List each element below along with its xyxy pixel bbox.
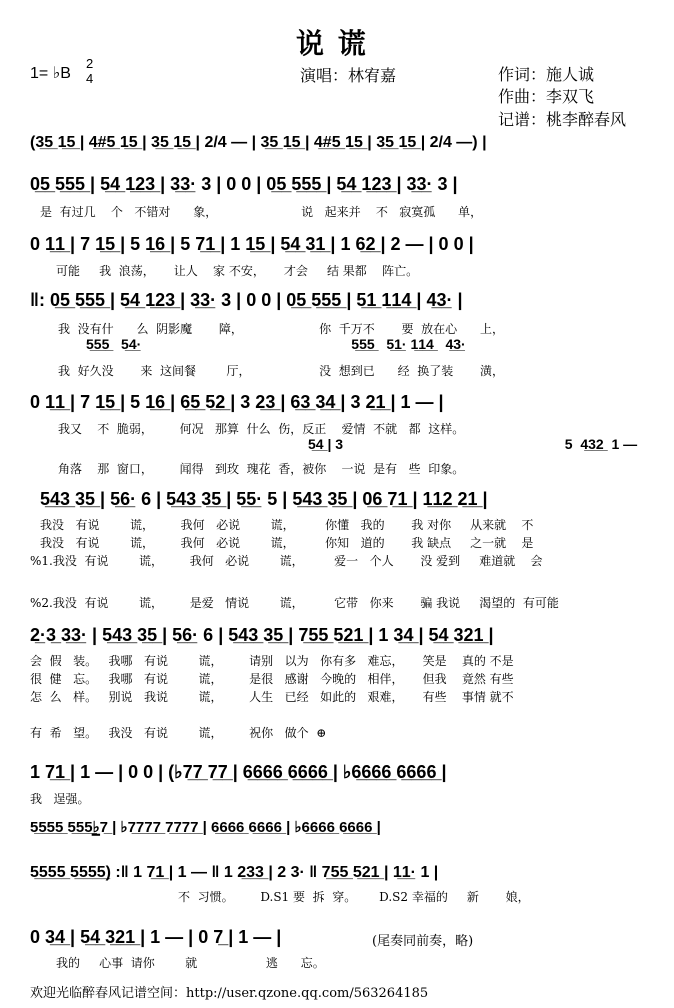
notation-row-9: 5̲5̲5̲5̲ 5̲5̲5̲♭̲7̲ | ♭7̲7̲7̲7̲ 7̲7̲7̲7̲ | 6̲6̲6̲6̲ 6̲6̲6̲6̲ | ♭6̲6̲6̲6̲ 6̲6̲6̲6̲ | <box>30 819 381 836</box>
lyric-row-7d: 有 希 望。 我没 有说 谎， 祝你 做个 ⊕ <box>30 726 327 740</box>
lyric-row-3: 可能 我 浪荡， 让人 家 不安， 才会 结 果都 阵亡。 <box>56 264 419 278</box>
lyric-row-6a: 我没 有说 谎， 我何 必说 谎， 你懂 我的 我 对你 从来就 不 <box>40 518 534 532</box>
lyric-row-2: 是 有过几 个 不错对 象， 说 起来并 不 寂寞孤 单， <box>40 205 483 219</box>
singer-credit: 演唱：林宥嘉 <box>300 66 397 85</box>
song-title: 说 谎 <box>296 27 368 60</box>
lyric-row-5a: 我又 不 脆弱， 何况 那算 什么 伤，反正 爱情 不就 都 这样。 <box>58 422 465 436</box>
lyric-row-4b: 我 好久没 来 这间餐 厅， 没 想到已 经 换了装 潢， <box>58 364 504 378</box>
lyric-row-6b: 我没 有说 谎， 我何 必说 谎， 你知 道的 我 缺点 之一就 是 <box>40 536 534 550</box>
key-signature: 1= ♭B <box>30 65 71 82</box>
lyric-row-6c: %1.我没 有说 谎， 我何 必说 谎， 爱一 个人 没 爱到 难道就 会 <box>30 554 543 568</box>
notation-row-10: 5̲5̲5̲5̲ 5̲5̲5̲5̲) :‖ 1 7̲1̲ | 1 — ‖ 1 2̲3̲3̲ | 2 3· ‖ 7̲5̲5̲ 5̲2̲1̲ | 1̲1̲· 1 | <box>30 864 439 881</box>
lyric-row-4a: 我 没有什 么 阴影魔 障， 你 千万不 要 放在心 上， <box>58 322 504 336</box>
composer-credit: 作曲：李双飞 <box>498 87 595 106</box>
lyric-row-11: 我的 心事 请你 就 逃 忘。 <box>56 956 325 970</box>
notation-row-7: 2̲·3̲ 3̲3̲· | 5̲4̲3̲ 3̲5̲ | 5̲6̲· 6 | 5̲4̲3̲ 3̲5̲ | 7̲5̲5̲ 5̲2̲1̲ | 1 3̲4̲ | 5̲4̲ 3̲2̲1̲ | <box>30 625 494 645</box>
notation-row-5b: 5̲4̲ | 3 5 4̲3̲2̲ 1 — <box>308 436 638 452</box>
lyric-row-10: 不 习惯。 D.S1 要 拆 穿。 D.S2 幸福的 新 娘， <box>178 890 530 904</box>
notation-row-4b: 5̲5̲5̲ 5̲4̲· 5̲5̲5̲ 5̲1̲· 1̲1̲4̲ 4̲3̲· <box>86 336 466 352</box>
lyricist-credit: 作词：施人诚 <box>498 65 595 84</box>
time-signature-top: 2 <box>86 56 94 71</box>
transcriber-credit: 记谱：桃李醉春风 <box>498 110 627 129</box>
notation-row-4: ‖: 0̲5̲ 5̲5̲5̲ | 5̲4̲ 1̲2̲3̲ | 3̲3̲· 3 | 0 0 | 0̲5̲ 5̲5̲5̲ | 5̲1̲ 1̲1̲4̲ | 4̲3̲· | <box>30 290 463 310</box>
time-signature-bottom: 4 <box>86 71 94 86</box>
lyric-row-7c: 怎 么 样。 别说 我说 谎， 人生 已经 如此的 艰难， 有些 事情 就不 <box>30 690 514 704</box>
notation-row-8: 1 7̲1̲ | 1 — | 0 0 | (♭7̲7̲ 7̲7̲ | 6̲6̲6̲6̲ 6̲6̲6̲6̲ | ♭6̲6̲6̲6̲ 6̲6̲6̲6̲ | <box>30 762 447 782</box>
lyric-row-6d: %2.我没 有说 谎， 是爱 情说 谎， 它带 你来 骗 我说 渴望的 有可能 <box>30 596 559 610</box>
lyric-row-8: 我 逞强。 <box>30 792 90 806</box>
footer-link-text: 欢迎光临醉春风记谱空间：http://user.qzone.qq.com/563264185 <box>30 986 429 1001</box>
notation-row-3: 0 1̲1̲ | 7 1̲5̲ | 5 1̲6̲ | 5 7̲1̲ | 1 1̲5̲ | 5̲4̲ 3̲1̲ | 1 6̲2̲ | 2 — | 0 0 | <box>30 234 474 254</box>
lyric-row-7b: 很 健 忘。 我哪 有说 谎， 是很 感谢 今晚的 相伴， 但我 竟然 有些 <box>30 672 514 686</box>
notation-row-5: 0 1̲1̲ | 7 1̲5̲ | 5 1̲6̲ | 6̲5̲ 5̲2̲ | 3 2̲3̲ | 6̲3̲ 3̲4̲ | 3 2̲1̲ | 1 — | <box>30 392 444 412</box>
lyric-row-5b: 角落 那 窗口， 闻得 到玫 瑰花 香，被你 一说 是有 些 印象。 <box>58 462 465 476</box>
notation-row-6: 5̲4̲3̲ 3̲5̲ | 5̲6̲· 6 | 5̲4̲3̲ 3̲5̲ | 5̲5̲· 5 | 5̲4̲3̲ 3̲5̲ | 0̲6̲ 7̲1̲ | 1̲1̲2̲ 2̲1̲ | <box>40 489 488 509</box>
coda-note: (尾奏同前奏，略) <box>372 934 474 949</box>
lyric-row-7a: 会 假 装。 我哪 有说 谎， 请别 以为 你有多 难忘， 笑是 真的 不是 <box>30 654 514 668</box>
notation-row-1: (3̲5̲ 1̲5̲ | 4̲#̲5̲ 1̲5̲ | 3̲5̲ 1̲5̲ | 2/4 — | 3̲5̲ 1̲5̲ | 4̲#̲5̲ 1̲5̲ | 3̲5̲ 1̲5̲ | 2/4 —) | <box>30 134 487 151</box>
notation-row-2: 0̲5̲ 5̲5̲5̲ | 5̲4̲ 1̲2̲3̲ | 3̲3̲· 3 | 0 0 | 0̲5̲ 5̲5̲5̲ | 5̲4̲ 1̲2̲3̲ | 3̲3̲· 3 | <box>30 174 458 194</box>
notation-row-11: 0 3̲4̲ | 5̲4̲ 3̲2̲1̲ | 1 — | 0 7̲ | 1 — | <box>30 927 282 947</box>
